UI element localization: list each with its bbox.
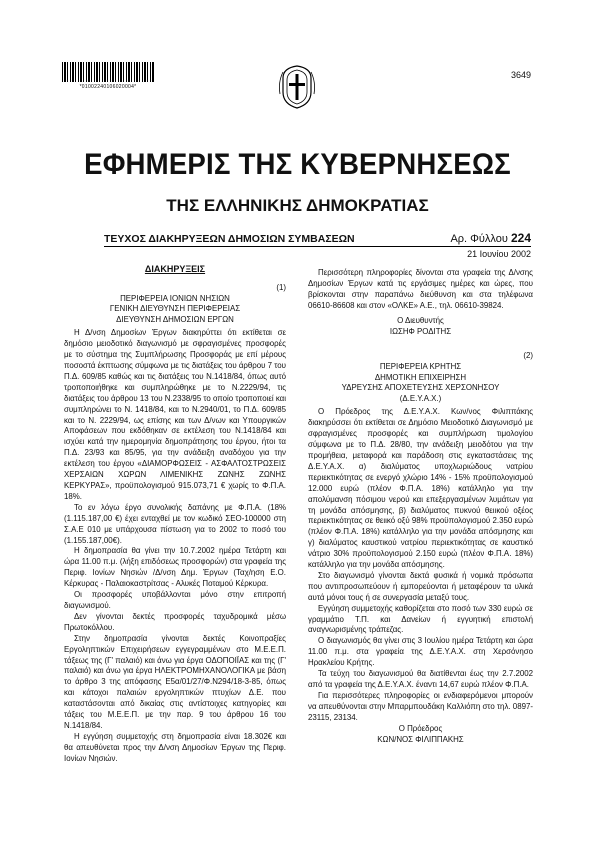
header-rule <box>104 246 531 247</box>
sheet-number-block <box>450 231 531 245</box>
notice-paragraph: Στην δημοπρασία γίνονται δεκτές Κοινοπραξίες Εργοληπτικών Επιχειρήσεων εγγεγραμμένων στο Μ.Ε.Ε.Π. τάξεως της (Γ' παλαιό) και άνω για έργα ΟΔΟΠΟΙΪΑΣ και της (Γ' παλαιό) και άνω για έργα ΗΛΕΚΤΡΟΜΗΧΑΝΟΛΟΓΙΚΑ με βάση το άρθρο 3 της απόφασης Ε5α/01/27/Φ.Ν294/18-3-85, όπως και κάτοχοι παλαιών εργοληπτικών πτυχίων Δ.Ε. που καταστάσονται από δικαίας στις αντίστοιχες κατηγορίες και τάξεις του Μ.Ε.Ε.Π. με την παρ. 9 του άρθρου 16 του Ν.1418/84. <box>64 633 286 730</box>
notice-paragraph: Η εγγύηση συμμετοχής στη δημοπρασία είναι 18.302€ και θα απευθύνεται προς την Δ/νση Δημοσίων Έργων της Περιφ. Ιονίων Νησιών. <box>64 731 286 763</box>
notice-paragraph: Τα τεύχη του διαγωνισμού θα διατίθενται έως την 2.7.2002 από τα γραφεία της Δ.Ε.Υ.Α.Χ. έναντι 14,67 ευρώ πλέον Φ.Π.Α. <box>308 669 533 689</box>
signature-title: Ο Διευθυντής <box>397 315 444 325</box>
issue-date: 21 Ιουνίου 2002 <box>467 249 531 259</box>
gazette-subtitle: ΤΗΣ ΕΛΛΗΝΙΚΗΣ ΔΗΜΟΚΡΑΤΙΑΣ <box>166 196 429 215</box>
notice-paragraph: Στο διαγωνισμό γίνονται δεκτά φυσικά ή νομικά πρόσωπα που αντιπροσωπεύουν ή εμπορεύονται ή μεταφέρουν τα υλικά αυτά μόνοι τους ή σε συνεργασία μεταξύ τους. <box>308 570 533 602</box>
authority-line: ΠΕΡΙΦΕΡΕΙΑ ΚΡΗΤΗΣ <box>379 362 462 372</box>
left-column <box>64 264 286 765</box>
notice-paragraph: Εγγύηση συμμετοχής καθορίζεται στο ποσό των 330 ευρώ σε γραμμάτιο Τ.Π. και Δανείων ή εγγυητική επιστολή αναγνωρισμένης τράπεζας. <box>308 603 533 635</box>
section-heading: ΔΙΑΚΗΡΥΞΕΙΣ <box>144 264 206 274</box>
notice-ref-1: (1) <box>276 282 286 292</box>
notice-paragraph: Για περισσότερες πληροφορίες οι ενδιαφερόμενοι μπορούν να απευθύνονται στην Μπαρμπουδάκη Καλλιόπη στο τηλ. 0897-23115, 23134. <box>308 690 533 722</box>
gazette-title: ΕΦΗΜΕΡΙΣ ΤΗΣ ΚΥΒΕΡΝΗΣΕΩΣ <box>84 148 511 181</box>
sheet-number: 224 <box>510 231 531 245</box>
right-column <box>308 268 533 745</box>
notice-paragraph: Δεν γίνονται δεκτές προσφορές ταχυδρομικά μέσω Πρωτοκόλλου. <box>64 611 286 632</box>
authority-block-1 <box>64 294 286 326</box>
notice-paragraph: Η Δ/νση Δημοσίων Έργων διακηρύττει ότι εκτίθεται σε δημόσιο μειοδοτικό διαγωνισμό με σφραγισμένες προσφορές με το σύστημα της Συμπλήρωσης Προσφοράς με επί μέρους ποσοστά έκπτωσης σύμφωνα με τις διατάξεις του άρθρου 7 του Π.Δ. 609/85 καθώς και τις διατάξεις του Ν.1418/84, όπως αυτό τροποποιήθηκε και συμπληρώθηκε με το Ν.2229/94, τις διατάξεις του άρθρου 13 του Ν.2338/95 το οποίο τροποποιεί και συμπληρώνει το Ν. 1418/84, και το Ν.2940/01, το Π.Δ. 609/85 και το Ν. 2229/94, ως επίσης και των Δ/νων και Υπουργικών Αποφάσεων που εκδόθηκαν σε εκτέλεση του Ν.1418/84 και ισχύει κατά την ημερομηνία δημοπράτησης του έργου, ήτοι τα Π.Δ. 23/93 και 85/95, για την ανάδειξη αναδόχου για την εκτέλεση του έργου «ΔΙΑΜΟΡΦΩΣΕΙΣ - ΑΣΦΑΛΤΟΣΤΡΩΣΕΙΣ ΧΕΡΣΑΙΩΝ ΧΩΡΩΝ ΛΙΜΕΝΙΚΗΣ ΖΩΝΗΣ ΖΩΝΗΣ ΚΕΡΚΥΡΑΣ», προϋπολογισμού 915.073,71 € χωρίς το Φ.Π.Α. 18%. <box>64 328 286 501</box>
signature-name: ΚΩΝ/ΝΟΣ ΦΙΛΙΠΠΑΚΗΣ <box>377 734 464 744</box>
barcode <box>62 62 154 82</box>
authority-line: ΥΔΡΕΥΣΗΣ ΑΠΟΧΕΤΕΥΣΗΣ ΧΕΡΣΟΝΗΣΟΥ <box>341 383 500 393</box>
notice-paragraph: Ο Πρόεδρος της Δ.Ε.Υ.Α.Χ. Κων/νος Φιλιππάκης διακηρύσσει ότι εκτίθεται σε Δημόσιο Μειοδοτικό Διαγωνισμό με σφραγισμένες προσφορές και συμπλήρωση τιμολογίου σύμφωνα με το Π.Δ. 28/80, την ανάδειξη μειοδότου για την προμήθεια, μεταφορά και παράδοση στις εγκαταστάσεις της Δ.Ε.Υ.Α.Χ. α) διαλύματος υποχλωριώδους νατρίου περιεκτικότητας σε ενεργό χλώριο 14% - 15% προϋπολογισμού 12.000 ευρώ (πλέον Φ.Π.Α. 18%) κατάλληλο για την απολύμανση πόσιμου νερού και επεξεργασμένων λυμάτων για τη μονάδα απόσμησης, β) διαλύματος πυκνού θειικού οξέος περιεκτικότητας σε θειικό οξύ 98% προϋπολογισμού 2.350 ευρώ (πλέον Φ.Π.Α. 18%) κατάλληλο για την μονάδα απόσμησης και γ) διαλύματος καυστικού νατρίου περιεκτικότητας σε καυστικό νάτριο 30% προϋπολογισμού 2.150 ευρώ (πλέον Φ.Π.Α. 18%) κατάλληλο για την μονάδα απόσμησης. <box>308 407 533 570</box>
authority-block-2 <box>308 362 533 404</box>
authority-line: ΠΕΡΙΦΕΡΕΙΑ ΙΟΝΙΩΝ ΝΗΣΙΩΝ <box>120 293 230 303</box>
notice-paragraph: Ο διαγωνισμός θα γίνει στις 3 Ιουλίου ημέρα Τετάρτη και ώρα 11.00 π.μ. στα γραφεία της Δ.Ε.Υ.Α.Χ. στη Χερσόνησο Ηρακλείου Κρήτης. <box>308 636 533 668</box>
signature-title: Ο Πρόεδρος <box>398 723 443 733</box>
authority-line: ΔΙΕΥΘΥΝΣΗ ΔΗΜΟΣΙΩΝ ΕΡΓΩΝ <box>116 314 234 324</box>
coat-of-arms-icon <box>277 64 317 110</box>
signature-name: ΙΩΣΗΦ ΡΟΔΙΤΗΣ <box>389 326 452 336</box>
sheet-label: Αρ. Φύλλου <box>450 233 508 245</box>
page-number: 3649 <box>510 70 531 80</box>
authority-line: ΓΕΝΙΚΗ ΔΙΕΥΘΥΝΣΗ ΠΕΡΙΦΕΡΕΙΑΣ <box>109 304 241 314</box>
issue-series: ΤΕΥΧΟΣ ΔΙΑΚΗΡΥΞΕΩΝ ΔΗΜΟΣΙΩΝ ΣΥΜΒΑΣΕΩΝ <box>104 233 355 245</box>
notice-paragraph: Οι προσφορές υποβάλλονται μόνο στην επιτροπή διαγωνισμού. <box>64 590 286 610</box>
notice-paragraph: Περισσότερη πληροφορίες δίνονται στα γραφεία της Δ/νσης Δημοσίων Έργων κατά τις εργάσιμες ημέρες και ώρες, που βρίσκονται στην παραπάνω διεύθυνση και στα τηλέφωνα 06610-86608 και στον «ΟΛΚΕ» Α.Ε., τηλ. 06610-39824. <box>308 268 533 310</box>
notice-paragraph: Το εν λόγω έργο συνολικής δαπάνης με Φ.Π.Α. (18% (1.115.187,00 €) έχει ενταχθεί με τον κωδικό ΣΕΟ-100000 στη Σ.Α.Ε 010 με υπάρχουσα πίστωση για το 2002 το ποσό του (1.155.187,00€). <box>64 502 286 545</box>
authority-line: (Δ.Ε.Υ.Α.Χ.) <box>399 393 442 403</box>
notice-paragraph: Η δημοπρασία θα γίνει την 10.7.2002 ημέρα Τετάρτη και ώρα 11.00 π.μ. (λήξη επιδόσεως προσφορών) στα γραφεία της Περιφ. Ιονίων Νησιών /Δ/νση Δημ. Έργων (Ταχ/ηση Ε.Ο. Κέρκυρας - Παλαιοκαστρίτσας - Αλυκές Ποταμού Κέρκυρα. <box>64 546 286 589</box>
barcode-number: *01002240106020004* <box>79 84 137 90</box>
notice-ref-2: (2) <box>523 351 533 361</box>
authority-line: ΔΗΜΟΤΙΚΗ ΕΠΙΧΕΙΡΗΣΗ <box>374 372 467 382</box>
